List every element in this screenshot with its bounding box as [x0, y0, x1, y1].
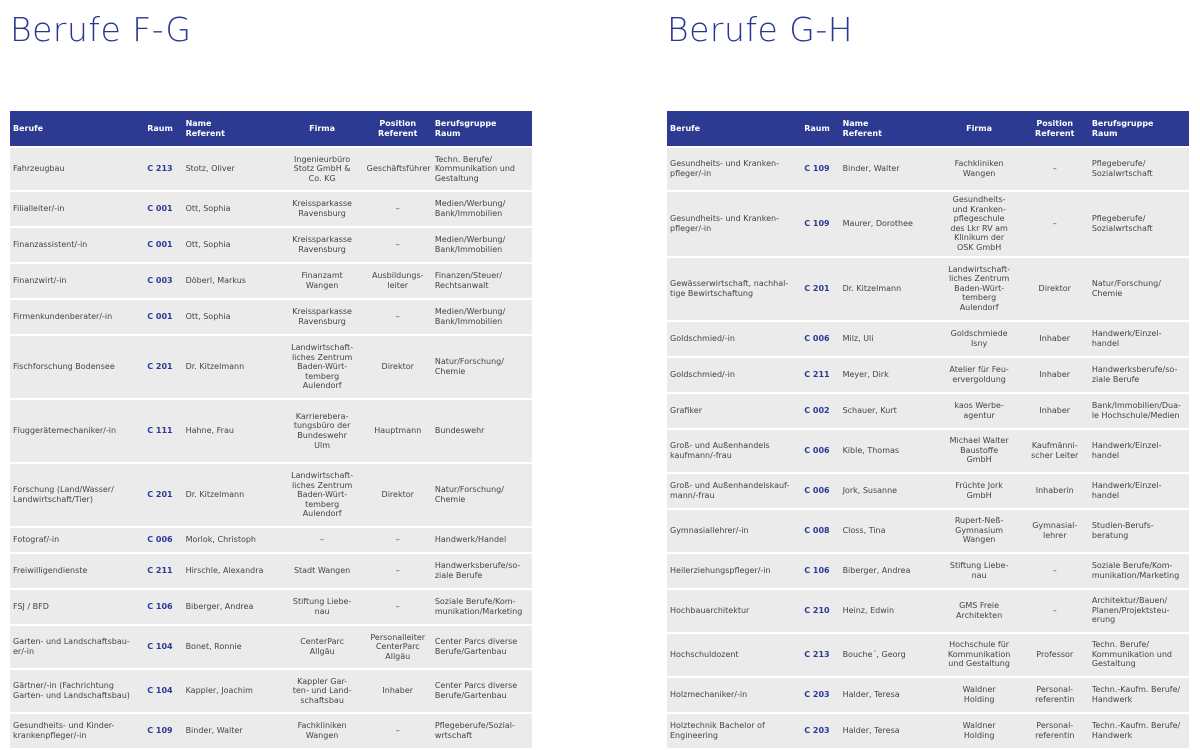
- table-row: [10, 670, 532, 712]
- cell-position: Personalleiter CenterParc Allgäu: [364, 626, 432, 668]
- cell-position: Direktor: [1021, 258, 1089, 320]
- cell-firma: Ingenieurbüro Stotz GmbH & Co. KG: [281, 148, 364, 190]
- cell-berufsgruppe: Handwerk/Handel: [432, 528, 532, 552]
- cell-position: Gymnasial- lehrer: [1021, 510, 1089, 552]
- cell-beruf: Garten- und Landschaftsbau- er/-in: [10, 626, 144, 668]
- cell-berufsgruppe: Handwerk/Einzel- handel: [1089, 474, 1189, 508]
- table-row: [667, 590, 1189, 632]
- cell-referent: Döberl, Markus: [183, 264, 281, 298]
- cell-firma: Kreissparkasse Ravensburg: [281, 300, 364, 334]
- cell-berufsgruppe: Soziale Berufe/Kom- munikation/Marketing: [1089, 554, 1189, 588]
- cell-firma: Früchte Jork GmbH: [938, 474, 1021, 508]
- cell-raum: C 213: [144, 148, 182, 190]
- cell-position: –: [1021, 590, 1089, 632]
- cell-beruf: Hochbauarchitektur: [667, 590, 801, 632]
- table-row: [667, 192, 1189, 256]
- cell-beruf: Grafiker: [667, 394, 801, 428]
- table-row: [10, 148, 532, 190]
- table-row: [667, 148, 1189, 190]
- cell-firma: Fachkliniken Wangen: [281, 714, 364, 748]
- cell-position: Ausbildungs- leiter: [364, 264, 432, 298]
- cell-raum: C 104: [144, 626, 182, 668]
- table-row: [667, 554, 1189, 588]
- cell-position: –: [364, 714, 432, 748]
- cell-beruf: Gärtner/-in (Fachrichtung Garten- und Landschaftsbau): [10, 670, 144, 712]
- cell-berufsgruppe: Natur/Forschung/ Chemie: [432, 464, 532, 526]
- cell-referent: Hahne, Frau: [183, 400, 281, 462]
- cell-position: Inhaber: [1021, 358, 1089, 392]
- cell-beruf: Gesundheits- und Kinder- krankenpfleger/-in: [10, 714, 144, 748]
- cell-referent: Dr. Kitzelmann: [840, 258, 938, 320]
- cell-raum: C 109: [801, 148, 839, 190]
- cell-raum: C 109: [801, 192, 839, 256]
- cell-firma: Kreissparkasse Ravensburg: [281, 228, 364, 262]
- berufe-table: [10, 109, 532, 750]
- table-row: [10, 464, 532, 526]
- cell-berufsgruppe: Techn.-Kaufm. Berufe/ Handwerk: [1089, 714, 1189, 748]
- cell-raum: C 006: [144, 528, 182, 552]
- cell-firma: Landwirtschaft- liches Zentrum Baden-Würt- temberg Aulendorf: [281, 464, 364, 526]
- cell-raum: C 001: [144, 228, 182, 262]
- cell-referent: Ott, Sophia: [183, 228, 281, 262]
- cell-firma: Kappler Gar- ten- und Land- schaftsbau: [281, 670, 364, 712]
- table-header-row: [10, 111, 532, 146]
- cell-raum: C 111: [144, 400, 182, 462]
- cell-beruf: Fahrzeugbau: [10, 148, 144, 190]
- cell-beruf: Filialleiter/-in: [10, 192, 144, 226]
- cell-berufsgruppe: Techn.-Kaufm. Berufe/ Handwerk: [1089, 678, 1189, 712]
- cell-firma: Michael Walter Baustoffe GmbH: [938, 430, 1021, 472]
- cell-firma: Landwirtschaft- liches Zentrum Baden-Würt- temberg Aulendorf: [938, 258, 1021, 320]
- cell-beruf: Finanzassistent/-in: [10, 228, 144, 262]
- cell-berufsgruppe: Natur/Forschung/ Chemie: [1089, 258, 1189, 320]
- cell-position: Inhaberin: [1021, 474, 1089, 508]
- cell-raum: C 002: [801, 394, 839, 428]
- cell-beruf: Freiwilligendienste: [10, 554, 144, 588]
- cell-firma: GMS Freie Architekten: [938, 590, 1021, 632]
- cell-position: Personal- referentin: [1021, 678, 1089, 712]
- cell-berufsgruppe: Bundeswehr: [432, 400, 532, 462]
- table-row: [10, 336, 532, 398]
- header-name: Name Referent: [183, 111, 281, 146]
- cell-berufsgruppe: Soziale Berufe/Kom- munikation/Marketing: [432, 590, 532, 624]
- header-name: Name Referent: [840, 111, 938, 146]
- cell-raum: C 211: [801, 358, 839, 392]
- header-berufe: Berufe: [10, 111, 144, 146]
- cell-beruf: Heilerziehungspfleger/-in: [667, 554, 801, 588]
- header-position: Position Referent: [1021, 111, 1089, 146]
- cell-position: –: [364, 228, 432, 262]
- cell-beruf: Holztechnik Bachelor of Engineering: [667, 714, 801, 748]
- cell-referent: Meyer, Dirk: [840, 358, 938, 392]
- cell-referent: Bonet, Ronnie: [183, 626, 281, 668]
- cell-berufsgruppe: Medien/Werbung/ Bank/Immobilien: [432, 228, 532, 262]
- cell-raum: C 210: [801, 590, 839, 632]
- cell-beruf: Finanzwirt/-in: [10, 264, 144, 298]
- table-row: [667, 510, 1189, 552]
- table-row: [667, 714, 1189, 748]
- cell-position: –: [364, 192, 432, 226]
- cell-referent: Halder, Teresa: [840, 678, 938, 712]
- cell-berufsgruppe: Handwerk/Einzel- handel: [1089, 322, 1189, 356]
- table-row: [10, 300, 532, 334]
- cell-beruf: Goldschmied/-in: [667, 322, 801, 356]
- cell-berufsgruppe: Medien/Werbung/ Bank/Immobilien: [432, 192, 532, 226]
- table-row: [667, 258, 1189, 320]
- table-row: [10, 264, 532, 298]
- table-row: [10, 714, 532, 748]
- cell-referent: Ott, Sophia: [183, 192, 281, 226]
- cell-position: Geschäftsführer: [364, 148, 432, 190]
- cell-raum: C 006: [801, 322, 839, 356]
- cell-referent: Schauer, Kurt: [840, 394, 938, 428]
- table-row: [667, 394, 1189, 428]
- cell-raum: C 003: [144, 264, 182, 298]
- cell-beruf: Forschung (Land/Wasser/ Landwirtschaft/Tier): [10, 464, 144, 526]
- cell-referent: Stotz, Oliver: [183, 148, 281, 190]
- cell-firma: Stiftung Liebe- nau: [938, 554, 1021, 588]
- page-title: Berufe F-G: [10, 10, 192, 49]
- cell-referent: Hirschle, Alexandra: [183, 554, 281, 588]
- cell-berufsgruppe: Handwerk/Einzel- handel: [1089, 430, 1189, 472]
- cell-position: Direktor: [364, 336, 432, 398]
- cell-raum: C 001: [144, 300, 182, 334]
- cell-referent: Maurer, Dorothee: [840, 192, 938, 256]
- table-row: [10, 590, 532, 624]
- cell-beruf: Gesundheits- und Kranken- pfleger/-in: [667, 148, 801, 190]
- cell-firma: Karrierebera- tungsbüro der Bundeswehr Ulm: [281, 400, 364, 462]
- cell-referent: Biberger, Andrea: [840, 554, 938, 588]
- table-row: [10, 554, 532, 588]
- cell-raum: C 203: [801, 678, 839, 712]
- cell-firma: CenterParc Allgäu: [281, 626, 364, 668]
- cell-firma: Waldner Holding: [938, 714, 1021, 748]
- cell-berufsgruppe: Bank/Immobilien/Dua- le Hochschule/Medien: [1089, 394, 1189, 428]
- table-row: [667, 322, 1189, 356]
- header-gruppe: Berufsgruppe Raum: [1089, 111, 1189, 146]
- cell-position: Personal- referentin: [1021, 714, 1089, 748]
- cell-firma: Finanzamt Wangen: [281, 264, 364, 298]
- cell-position: Inhaber: [1021, 322, 1089, 356]
- cell-raum: C 213: [801, 634, 839, 676]
- cell-beruf: Gymnasiallehrer/-in: [667, 510, 801, 552]
- cell-referent: Ott, Sophia: [183, 300, 281, 334]
- cell-beruf: Hochschuldozent: [667, 634, 801, 676]
- cell-beruf: Gesundheits- und Kranken- pfleger/-in: [667, 192, 801, 256]
- cell-referent: Binder, Walter: [183, 714, 281, 748]
- cell-raum: C 201: [144, 464, 182, 526]
- cell-position: Direktor: [364, 464, 432, 526]
- cell-raum: C 006: [801, 474, 839, 508]
- cell-firma: Gesundheits- und Kranken- pflegeschule des Lkr RV am Klinikum der OSK GmbH: [938, 192, 1021, 256]
- header-firma: Firma: [938, 111, 1021, 146]
- cell-beruf: Firmenkundenberater/-in: [10, 300, 144, 334]
- cell-berufsgruppe: Handwerksberufe/so- ziale Berufe: [1089, 358, 1189, 392]
- cell-referent: Kible, Thomas: [840, 430, 938, 472]
- cell-firma: Waldner Holding: [938, 678, 1021, 712]
- cell-referent: Heinz, Edwin: [840, 590, 938, 632]
- table-row: [667, 474, 1189, 508]
- table-row: [667, 634, 1189, 676]
- cell-firma: Rupert-Neß- Gymnasium Wangen: [938, 510, 1021, 552]
- cell-raum: C 008: [801, 510, 839, 552]
- cell-beruf: Holzmechaniker/-in: [667, 678, 801, 712]
- cell-firma: Atelier für Feu- ervergoldung: [938, 358, 1021, 392]
- berufe-table: [667, 109, 1189, 750]
- cell-beruf: Groß- und Außenhandelskauf- mann/-frau: [667, 474, 801, 508]
- table-row: [10, 626, 532, 668]
- cell-referent: Milz, Uli: [840, 322, 938, 356]
- cell-beruf: Fluggerätemechaniker/-in: [10, 400, 144, 462]
- cell-position: –: [364, 528, 432, 552]
- cell-raum: C 001: [144, 192, 182, 226]
- cell-berufsgruppe: Techn. Berufe/ Kommunikation und Gestaltung: [432, 148, 532, 190]
- cell-raum: C 106: [801, 554, 839, 588]
- table-row: [10, 400, 532, 462]
- cell-raum: C 201: [144, 336, 182, 398]
- cell-beruf: Fotograf/-in: [10, 528, 144, 552]
- cell-berufsgruppe: Architektur/Bauen/ Planen/Projektsteu- erung: [1089, 590, 1189, 632]
- cell-referent: Jork, Susanne: [840, 474, 938, 508]
- cell-berufsgruppe: Studien-Berufs- beratung: [1089, 510, 1189, 552]
- cell-beruf: Gewässerwirtschaft, nachhal- tige Bewirtschaftung: [667, 258, 801, 320]
- cell-firma: Landwirtschaft- liches Zentrum Baden-Würt- temberg Aulendorf: [281, 336, 364, 398]
- header-gruppe: Berufsgruppe Raum: [432, 111, 532, 146]
- cell-raum: C 203: [801, 714, 839, 748]
- cell-raum: C 211: [144, 554, 182, 588]
- cell-position: –: [364, 554, 432, 588]
- header-berufe: Berufe: [667, 111, 801, 146]
- page-title: Berufe G-H: [667, 10, 854, 49]
- table-row: [10, 228, 532, 262]
- cell-position: –: [1021, 192, 1089, 256]
- cell-referent: Bouche´, Georg: [840, 634, 938, 676]
- cell-berufsgruppe: Center Parcs diverse Berufe/Gartenbau: [432, 626, 532, 668]
- cell-referent: Dr. Kitzelmann: [183, 464, 281, 526]
- header-firma: Firma: [281, 111, 364, 146]
- cell-referent: Dr. Kitzelmann: [183, 336, 281, 398]
- cell-firma: Goldschmiede Isny: [938, 322, 1021, 356]
- cell-berufsgruppe: Finanzen/Steuer/ Rechtsanwalt: [432, 264, 532, 298]
- cell-referent: Morlok, Christoph: [183, 528, 281, 552]
- cell-position: –: [364, 590, 432, 624]
- cell-referent: Kappler, Joachim: [183, 670, 281, 712]
- cell-firma: Stiftung Liebe- nau: [281, 590, 364, 624]
- cell-berufsgruppe: Handwerksberufe/so- ziale Berufe: [432, 554, 532, 588]
- header-raum: Raum: [801, 111, 839, 146]
- cell-beruf: Groß- und Außenhandels kaufmann/-frau: [667, 430, 801, 472]
- cell-berufsgruppe: Medien/Werbung/ Bank/Immobilien: [432, 300, 532, 334]
- cell-position: Hauptmann: [364, 400, 432, 462]
- cell-raum: C 104: [144, 670, 182, 712]
- cell-berufsgruppe: Pflegeberufe/ Sozialwrtschaft: [1089, 192, 1189, 256]
- table-row: [667, 678, 1189, 712]
- table-row: [667, 430, 1189, 472]
- table-header-row: [667, 111, 1189, 146]
- cell-position: Inhaber: [364, 670, 432, 712]
- table-row: [10, 192, 532, 226]
- cell-referent: Closs, Tina: [840, 510, 938, 552]
- cell-position: Professor: [1021, 634, 1089, 676]
- header-raum: Raum: [144, 111, 182, 146]
- header-position: Position Referent: [364, 111, 432, 146]
- cell-raum: C 006: [801, 430, 839, 472]
- cell-firma: Stadt Wangen: [281, 554, 364, 588]
- cell-firma: –: [281, 528, 364, 552]
- cell-firma: Kreissparkasse Ravensburg: [281, 192, 364, 226]
- table-row: [10, 528, 532, 552]
- cell-berufsgruppe: Pflegeberufe/ Sozialwrtschaft: [1089, 148, 1189, 190]
- cell-firma: kaos Werbe- agentur: [938, 394, 1021, 428]
- cell-raum: C 106: [144, 590, 182, 624]
- cell-raum: C 109: [144, 714, 182, 748]
- cell-raum: C 201: [801, 258, 839, 320]
- cell-firma: Fachkliniken Wangen: [938, 148, 1021, 190]
- cell-position: –: [364, 300, 432, 334]
- table-row: [667, 358, 1189, 392]
- cell-position: Inhaber: [1021, 394, 1089, 428]
- cell-beruf: FSJ / BFD: [10, 590, 144, 624]
- cell-firma: Hochschule für Kommunikation und Gestaltung: [938, 634, 1021, 676]
- cell-berufsgruppe: Center Parcs diverse Berufe/Gartenbau: [432, 670, 532, 712]
- cell-position: –: [1021, 554, 1089, 588]
- cell-berufsgruppe: Techn. Berufe/ Kommunikation und Gestaltung: [1089, 634, 1189, 676]
- cell-beruf: Fischforschung Bodensee: [10, 336, 144, 398]
- cell-position: Kaufmänni- scher Leiter: [1021, 430, 1089, 472]
- cell-referent: Biberger, Andrea: [183, 590, 281, 624]
- cell-berufsgruppe: Pflegeberufe/Sozial- wrtschaft: [432, 714, 532, 748]
- cell-position: –: [1021, 148, 1089, 190]
- cell-referent: Halder, Teresa: [840, 714, 938, 748]
- cell-berufsgruppe: Natur/Forschung/ Chemie: [432, 336, 532, 398]
- cell-beruf: Goldschmied/-in: [667, 358, 801, 392]
- cell-referent: Binder, Walter: [840, 148, 938, 190]
